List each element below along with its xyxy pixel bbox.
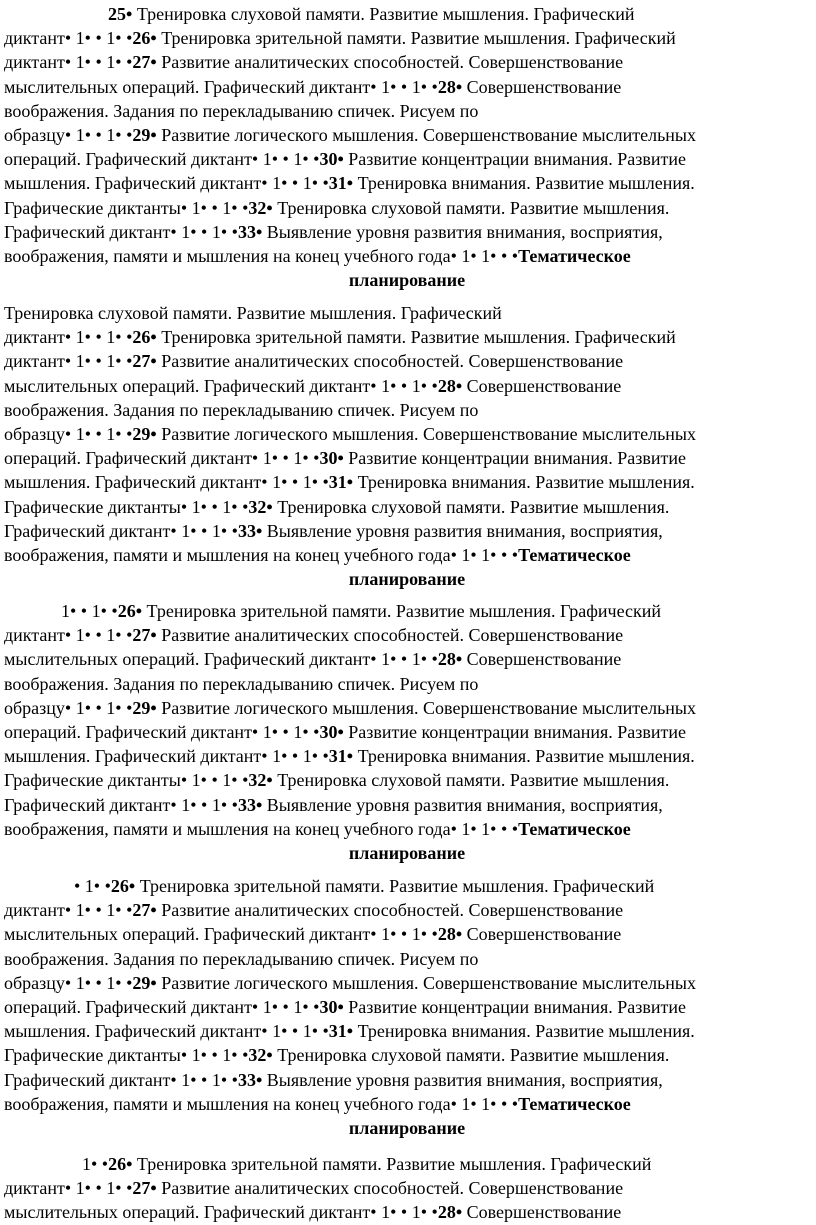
- text-run: 1• •: [82, 1154, 109, 1174]
- text-run: Графические диктанты• 1• • 1• •: [4, 197, 249, 218]
- text-run: мышления. Графический диктант• 1• • 1• •: [4, 472, 329, 493]
- text-run: мыслительных операций. Графический диктант• 1• • 1• •: [4, 649, 438, 670]
- text-run: Выявление уровня развития внимания, восприятия,: [266, 520, 663, 541]
- bold-run: 33•: [237, 794, 267, 815]
- text-run: воображения. Задания по перекладыванию спичек. Рисуем по: [4, 399, 479, 420]
- text-line: [4, 1068, 810, 1092]
- text-line: [4, 947, 810, 971]
- bold-run: планирование: [348, 270, 466, 291]
- text-line: [4, 50, 810, 74]
- text-run: Тренировка слуховой памяти. Развитие мышления. Графический: [136, 4, 635, 24]
- text-run: мышления. Графический диктант• 1• • 1• •: [4, 746, 329, 767]
- bold-run: 30•: [319, 448, 349, 469]
- bold-run: 27•: [132, 1178, 162, 1199]
- text-run: Графические диктанты• 1• • 1• •: [4, 770, 249, 791]
- text-run: Выявление уровня развития внимания, восприятия,: [266, 221, 663, 242]
- text-line: [4, 623, 810, 647]
- text-line: [4, 696, 810, 720]
- text-run: Развитие аналитических способностей. Совершенствование: [161, 625, 624, 646]
- text-line: [4, 1200, 810, 1224]
- text-block-1: [4, 2, 810, 292]
- text-run: Тренировка внимания. Развитие мышления.: [357, 472, 695, 493]
- text-line: [4, 1019, 810, 1043]
- bold-run: 28•: [437, 924, 467, 945]
- bold-run: 27•: [132, 900, 162, 921]
- text-run: образцу• 1• • 1• •: [4, 972, 133, 993]
- text-line: [4, 995, 810, 1019]
- text-line: [4, 196, 810, 220]
- text-run: образцу• 1• • 1• •: [4, 697, 133, 718]
- text-run: Графические диктанты• 1• • 1• •: [4, 1045, 249, 1066]
- text-line: [4, 599, 810, 623]
- text-line: [4, 220, 810, 244]
- text-line: [4, 672, 810, 696]
- text-run: Тренировка зрительной памяти. Развитие мышления. Графический: [136, 1154, 652, 1174]
- bold-run: 30•: [319, 721, 349, 742]
- text-block-3: [4, 599, 810, 865]
- section-heading: [4, 841, 810, 865]
- text-line: [4, 898, 810, 922]
- bold-run: 30•: [319, 149, 349, 170]
- bold-run: 26•: [132, 327, 162, 348]
- text-line: [4, 325, 810, 349]
- text-run: Совершенствование: [466, 649, 622, 670]
- text-line: [4, 301, 810, 325]
- text-run: мыслительных операций. Графический диктант• 1• • 1• •: [4, 76, 438, 97]
- text-line: [4, 244, 810, 268]
- text-run: Графический диктант• 1• • 1• •: [4, 794, 238, 815]
- bold-run: 32•: [248, 1045, 278, 1066]
- text-run: Развитие концентрации внимания. Развитие: [348, 996, 686, 1017]
- text-run: диктант• 1• • 1• •: [4, 351, 133, 372]
- text-run: воображения, памяти и мышления на конец учебного года• 1• 1• • •: [4, 245, 519, 266]
- text-line: [4, 744, 810, 768]
- bold-run: 33•: [237, 221, 267, 242]
- text-line: [4, 123, 810, 147]
- text-run: мыслительных операций. Графический диктант• 1• • 1• •: [4, 375, 438, 396]
- bold-run: 27•: [132, 52, 162, 73]
- text-run: Развитие логического мышления. Совершенствование мыслительных: [161, 423, 697, 444]
- text-block-4: [4, 874, 810, 1140]
- text-run: воображения, памяти и мышления на конец учебного года• 1• 1• • •: [4, 544, 519, 565]
- text-run: Совершенствование: [466, 375, 622, 396]
- text-run: диктант• 1• • 1• •: [4, 1178, 133, 1199]
- bold-run: 29•: [132, 972, 162, 993]
- bold-run: Тематическое: [518, 245, 631, 266]
- text-run: Развитие аналитических способностей. Совершенствование: [161, 900, 624, 921]
- text-run: 1• • 1• •: [61, 601, 118, 621]
- text-run: Развитие концентрации внимания. Развитие: [348, 721, 686, 742]
- bold-run: 31•: [328, 746, 358, 767]
- text-run: образцу• 1• • 1• •: [4, 124, 133, 145]
- text-line: [4, 1043, 810, 1067]
- text-run: Тренировка слуховой памяти. Развитие мышления.: [277, 770, 670, 791]
- text-run: Тренировка слуховой памяти. Развитие мышления.: [277, 197, 670, 218]
- bold-run: 29•: [132, 697, 162, 718]
- text-line: [4, 75, 810, 99]
- text-run: Графический диктант• 1• • 1• •: [4, 520, 238, 541]
- text-run: Развитие логического мышления. Совершенствование мыслительных: [161, 124, 697, 145]
- text-line: [4, 1092, 810, 1116]
- text-line: [4, 446, 810, 470]
- text-run: Тренировка внимания. Развитие мышления.: [357, 1021, 695, 1042]
- bold-run: 31•: [328, 173, 358, 194]
- text-run: Графический диктант• 1• • 1• •: [4, 1069, 238, 1090]
- text-run: Развитие аналитических способностей. Совершенствование: [161, 52, 624, 73]
- text-line: [4, 398, 810, 422]
- text-run: мыслительных операций. Графический диктант• 1• • 1• •: [4, 924, 438, 945]
- text-line: [4, 720, 810, 744]
- text-run: • 1• •: [74, 876, 111, 896]
- text-run: операций. Графический диктант• 1• • 1• •: [4, 448, 320, 469]
- text-run: Развитие аналитических способностей. Совершенствование: [161, 351, 624, 372]
- text-line: [4, 495, 810, 519]
- bold-run: планирование: [348, 1117, 466, 1138]
- text-line: [4, 2, 810, 26]
- text-run: воображения, памяти и мышления на конец учебного года• 1• 1• • •: [4, 1093, 519, 1114]
- bold-run: 27•: [132, 625, 162, 646]
- text-line: [4, 519, 810, 543]
- bold-run: 26•: [108, 1154, 137, 1174]
- bold-run: 25•: [108, 4, 137, 24]
- bold-run: 26•: [132, 28, 162, 49]
- text-run: Совершенствование: [466, 76, 622, 97]
- section-heading: [4, 567, 810, 591]
- text-run: Графические диктанты• 1• • 1• •: [4, 496, 249, 517]
- bold-run: 28•: [437, 1202, 467, 1223]
- text-run: диктант• 1• • 1• •: [4, 28, 133, 49]
- text-run: Развитие концентрации внимания. Развитие: [348, 448, 686, 469]
- text-line: [4, 470, 810, 494]
- bold-run: 26•: [117, 601, 147, 621]
- text-run: Совершенствование: [466, 1202, 622, 1223]
- bold-run: планирование: [348, 569, 466, 590]
- text-line: [4, 1152, 810, 1176]
- text-line: [4, 922, 810, 946]
- text-run: воображения. Задания по перекладыванию спичек. Рисуем по: [4, 673, 479, 694]
- bold-run: 33•: [237, 520, 267, 541]
- text-run: воображения. Задания по перекладыванию спичек. Рисуем по: [4, 948, 479, 969]
- text-line: [4, 543, 810, 567]
- bold-run: 29•: [132, 124, 162, 145]
- text-run: операций. Графический диктант• 1• • 1• •: [4, 721, 320, 742]
- text-line: [4, 793, 810, 817]
- bold-run: Тематическое: [518, 544, 631, 565]
- text-run: Тренировка слуховой памяти. Развитие мышления.: [277, 496, 670, 517]
- text-run: мышления. Графический диктант• 1• • 1• •: [4, 1021, 329, 1042]
- section-heading: [4, 268, 810, 292]
- text-run: мыслительных операций. Графический диктант• 1• • 1• •: [4, 1202, 438, 1223]
- text-line: [4, 817, 810, 841]
- text-run: Выявление уровня развития внимания, восприятия,: [266, 794, 663, 815]
- text-line: [4, 1176, 810, 1200]
- text-run: мышления. Графический диктант• 1• • 1• •: [4, 173, 329, 194]
- text-line: [4, 971, 810, 995]
- bold-run: 30•: [319, 996, 349, 1017]
- text-run: диктант• 1• • 1• •: [4, 52, 133, 73]
- bold-run: 32•: [248, 770, 278, 791]
- text-run: Тренировка зрительной памяти. Развитие мышления. Графический: [139, 876, 655, 896]
- text-run: Тренировка зрительной памяти. Развитие мышления. Графический: [161, 28, 676, 49]
- text-run: Тренировка внимания. Развитие мышления.: [357, 173, 695, 194]
- section-heading: [4, 1116, 810, 1140]
- text-run: Тренировка слуховой памяти. Развитие мышления.: [277, 1045, 670, 1066]
- text-run: диктант• 1• • 1• •: [4, 900, 133, 921]
- text-run: Развитие концентрации внимания. Развитие: [348, 149, 686, 170]
- text-line: [4, 422, 810, 446]
- text-line: [4, 99, 810, 123]
- text-line: [4, 768, 810, 792]
- text-line: [4, 349, 810, 373]
- bold-run: 32•: [248, 496, 278, 517]
- bold-run: Тематическое: [518, 818, 631, 839]
- text-run: Совершенствование: [466, 924, 622, 945]
- text-line: [4, 374, 810, 398]
- text-run: Развитие логического мышления. Совершенствование мыслительных: [161, 972, 697, 993]
- text-run: диктант• 1• • 1• •: [4, 625, 133, 646]
- text-run: операций. Графический диктант• 1• • 1• •: [4, 996, 320, 1017]
- text-run: Тренировка слуховой памяти. Развитие мышления. Графический: [4, 303, 502, 323]
- text-run: Тренировка зрительной памяти. Развитие мышления. Графический: [161, 327, 676, 348]
- bold-run: 28•: [437, 375, 467, 396]
- text-block-2: [4, 301, 810, 591]
- text-line: [4, 647, 810, 671]
- text-line: [4, 26, 810, 50]
- text-run: Графический диктант• 1• • 1• •: [4, 221, 238, 242]
- text-run: Развитие логического мышления. Совершенствование мыслительных: [161, 697, 697, 718]
- bold-run: 32•: [248, 197, 278, 218]
- text-line: [4, 147, 810, 171]
- bold-run: Тематическое: [518, 1093, 631, 1114]
- text-run: воображения, памяти и мышления на конец учебного года• 1• 1• • •: [4, 818, 519, 839]
- bold-run: 26•: [110, 876, 140, 896]
- text-run: Тренировка внимания. Развитие мышления.: [357, 746, 695, 767]
- text-run: воображения. Задания по перекладыванию спичек. Рисуем по: [4, 100, 479, 121]
- text-run: Тренировка зрительной памяти. Развитие мышления. Графический: [146, 601, 662, 621]
- bold-run: 28•: [437, 76, 467, 97]
- text-run: операций. Графический диктант• 1• • 1• •: [4, 149, 320, 170]
- bold-run: 31•: [328, 472, 358, 493]
- text-line: [4, 171, 810, 195]
- text-block-5: [4, 1152, 810, 1225]
- text-run: диктант• 1• • 1• •: [4, 327, 133, 348]
- text-line: [4, 874, 810, 898]
- text-run: Развитие аналитических способностей. Совершенствование: [161, 1178, 624, 1199]
- bold-run: 33•: [237, 1069, 267, 1090]
- bold-run: 27•: [132, 351, 162, 372]
- text-run: Выявление уровня развития внимания, восприятия,: [266, 1069, 663, 1090]
- bold-run: планирование: [348, 842, 466, 863]
- text-run: образцу• 1• • 1• •: [4, 423, 133, 444]
- bold-run: 31•: [328, 1021, 358, 1042]
- bold-run: 29•: [132, 423, 162, 444]
- bold-run: 28•: [437, 649, 467, 670]
